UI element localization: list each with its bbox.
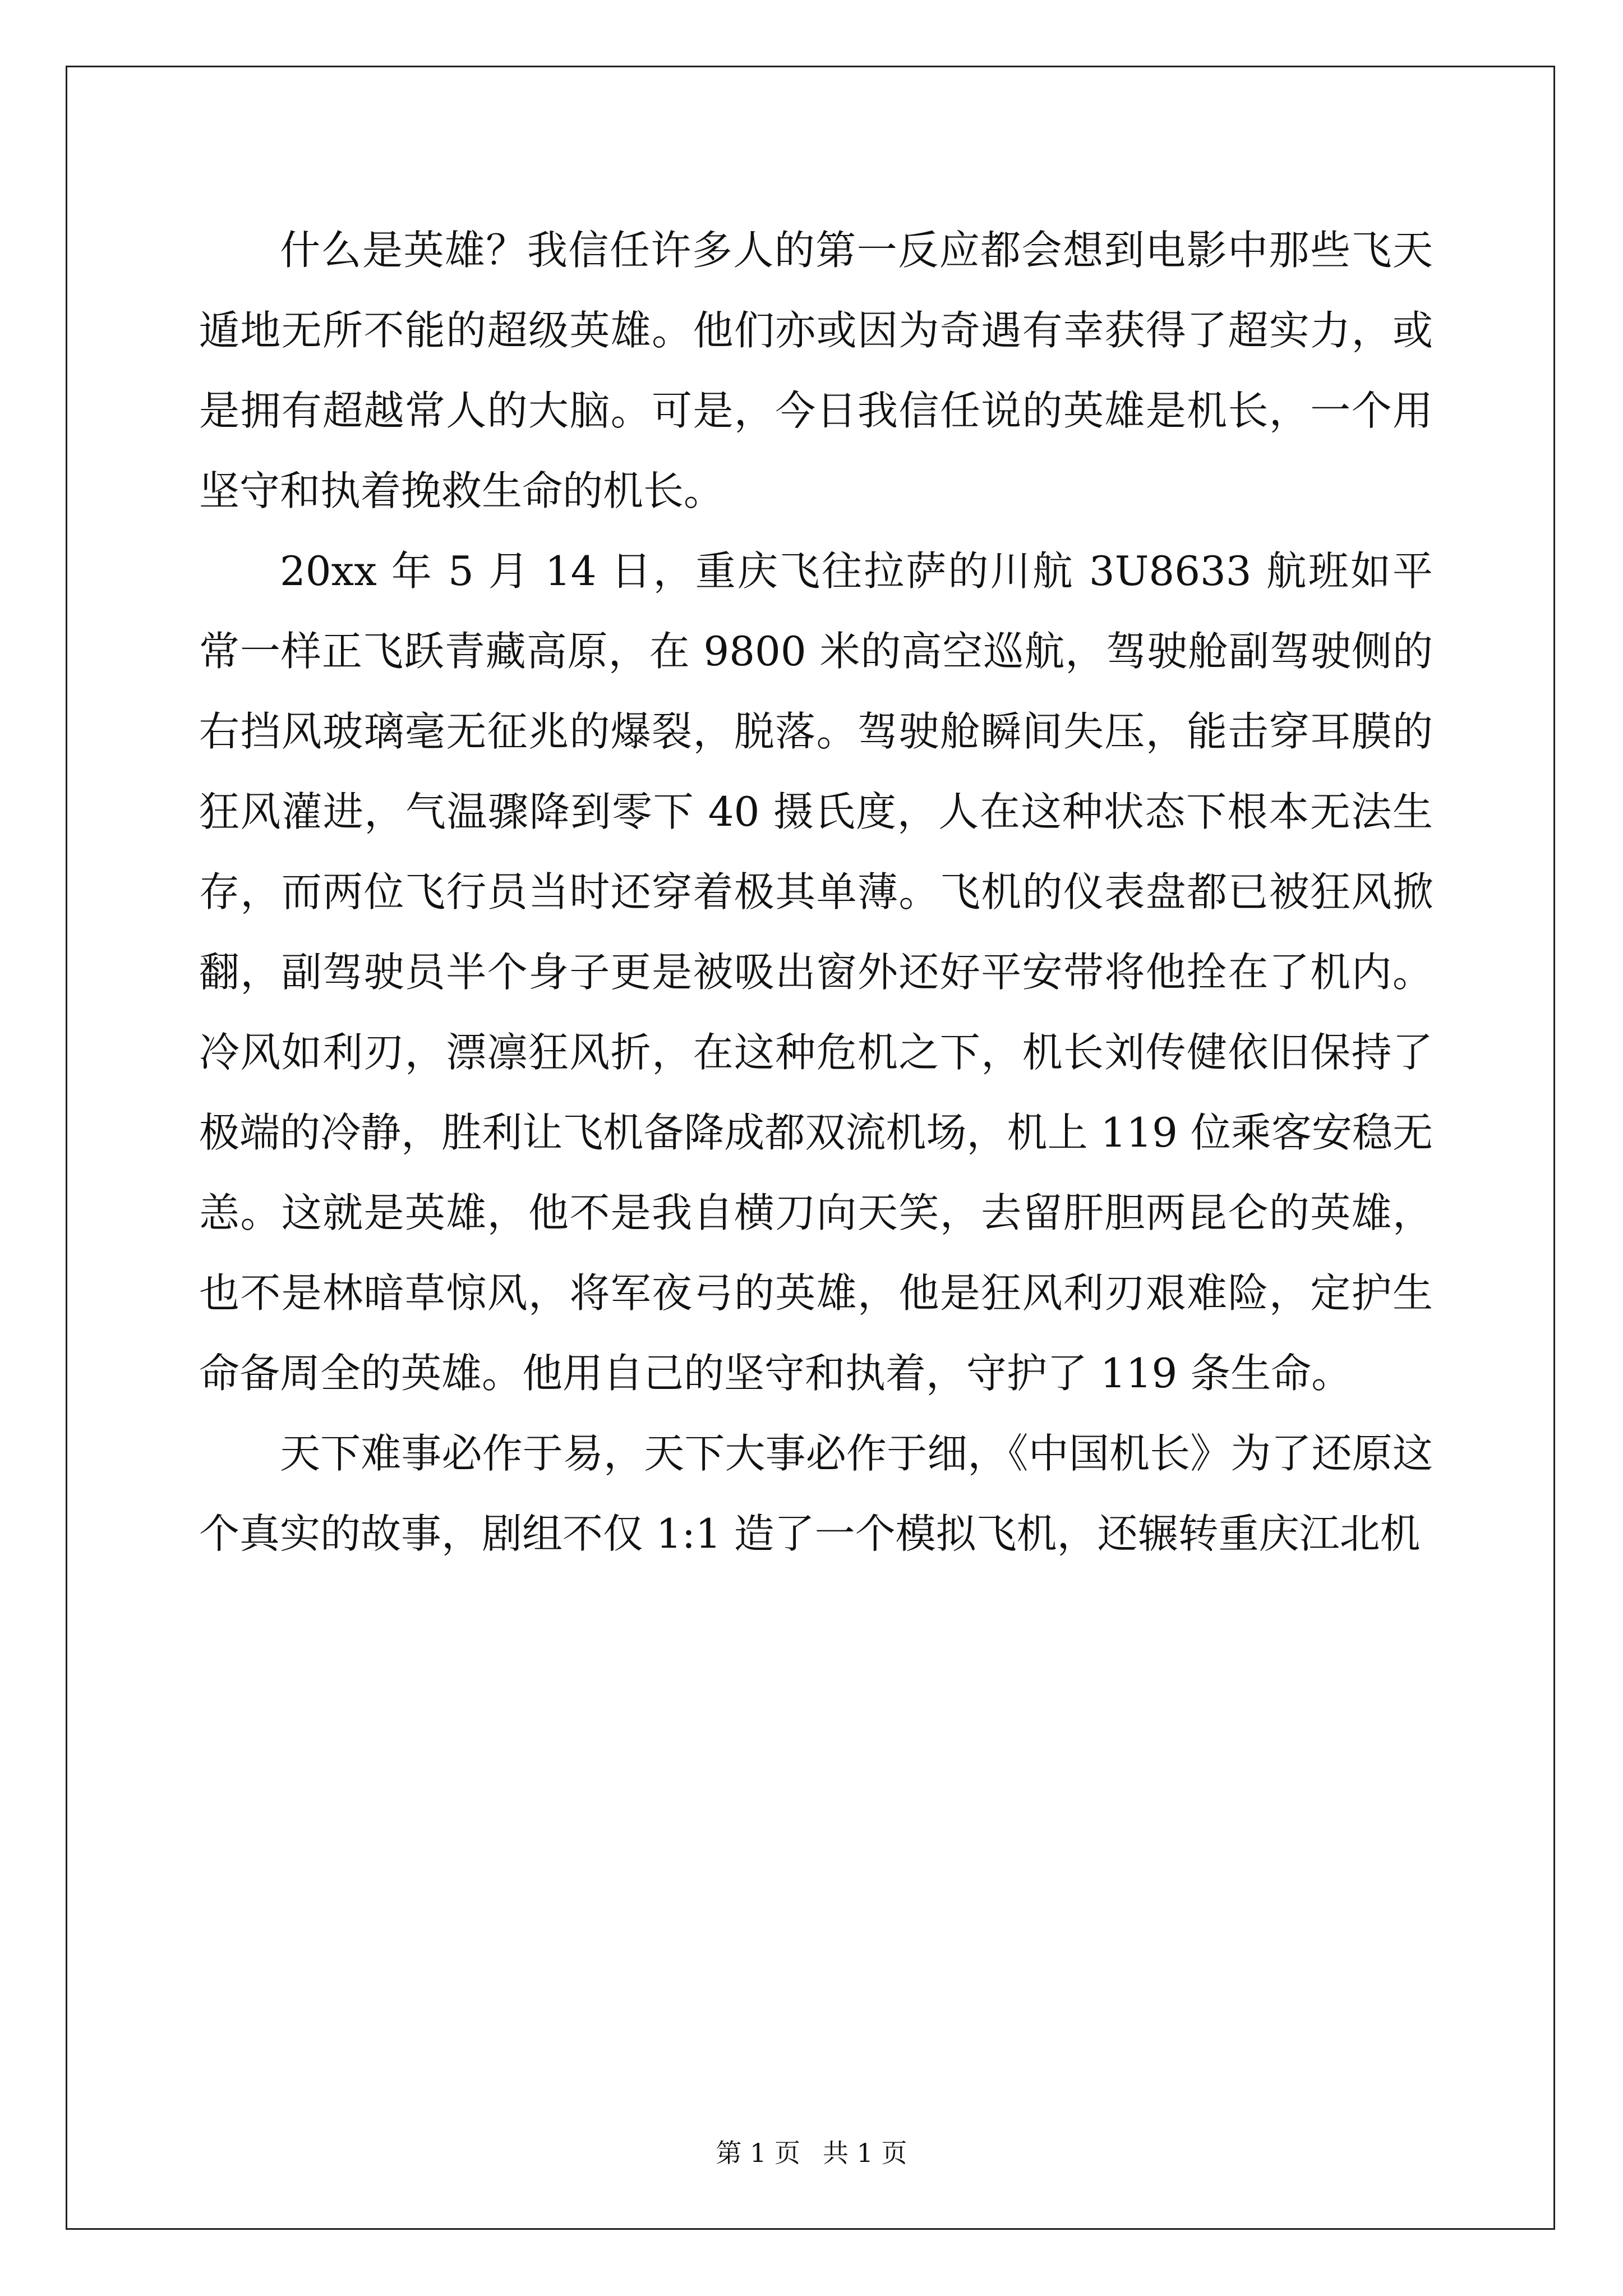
page-number-current: 第 1 页 [716,2138,800,2168]
page-footer [0,2136,1623,2170]
paragraph-3: 天下难事必作于易，天下大事必作于细，《中国机长》为了还原这个真实的故事，剧组不仅 1:1 造了一个模拟飞机，还辗转重庆江北机 [199,1430,1433,1557]
paragraph-1: 什么是英雄？我信任许多人的第一反应都会想到电影中那些飞天遁地无所不能的超级英雄。他们亦或因为奇遇有幸获得了超实力，或是拥有超越常人的大脑。可是，今日我信任说的英雄是机长，一个用坚守和执着挽救生命的机长。 [199,227,1433,514]
paragraph-2: 20xx 年 5 月 14 日，重庆飞往拉萨的川航 3U8633 航班如平常一样正飞跃青藏高原，在 9800 米的高空巡航，驾驶舱副驾驶侧的右挡风玻璃毫无征兆的爆裂，脱落。驾驶舱瞬间失压，能击穿耳膜的狂风灌进，气温骤降到零下 40 摄氏度，人在这种状态下根本无法生存，而两位飞行员当时还穿着极其单薄。飞机的仪表盘都已被狂风掀翻，副驾驶员半个身子更是被吸出窗外还好平安带将他拴在了机内。冷风如利刃，漂凛狂风折，在这种危机之下，机长刘传健依旧保持了极端的冷静，胜利让飞机备降成都双流机场，机上 119 位乘客安稳无恙。这就是英雄，他不是我自横刀向天笑，去留肝胆两昆仑的英雄，也不是林暗草惊风，将军夜弓的英雄，他是狂风利刃艰难险，定护生命备周全的英雄。他用自己的坚守和执着，守护了 119 条生命。 [199,547,1433,1397]
document-body [199,210,1433,1574]
page-number-total: 共 1 页 [823,2138,907,2168]
